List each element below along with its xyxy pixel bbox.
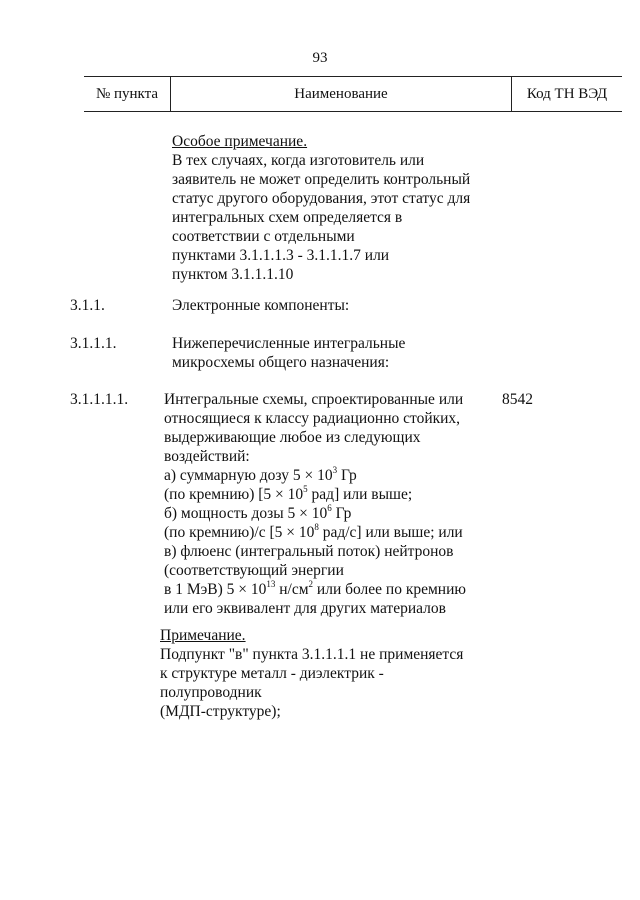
- special-note-line: интегральных схем определяется в: [172, 209, 403, 226]
- line-c: в) флюенс (интегральный поток) нейтронов: [164, 543, 454, 560]
- main-item-line: Интегральные схемы, спроектированные или: [164, 391, 464, 408]
- special-note-line: заявитель не может определить контрольный: [172, 171, 471, 188]
- note: [160, 626, 463, 721]
- note-title: Примечание.: [160, 627, 246, 644]
- note-line: к структуре металл - диэлектрик -: [160, 665, 384, 682]
- line-b-sup: 6: [327, 502, 332, 513]
- line-a2-sup: 5: [303, 483, 308, 494]
- main-item-text: [164, 390, 466, 618]
- note-line: Подпункт "в" пункта 3.1.1.1.1 не применяется: [160, 646, 464, 663]
- line-b2-sup: 8: [314, 521, 319, 532]
- special-note-line: пунктами 3.1.1.1.3 - 3.1.1.1.7 или: [172, 247, 390, 264]
- line-b2-post: рад/с] или выше; или: [318, 524, 463, 541]
- item-text: микросхемы общего назначения:: [172, 354, 390, 371]
- header-col-code: Код ТН ВЭД: [526, 85, 608, 102]
- special-note-title: Особое примечание.: [172, 133, 308, 150]
- item-number: 3.1.1.: [70, 297, 105, 314]
- line-b: [164, 504, 466, 523]
- line-a-pre: а) суммарную дозу 5 × 10: [164, 467, 333, 484]
- special-note-line: пунктом 3.1.1.1.10: [172, 266, 294, 283]
- note-line: (МДП-структуре);: [160, 703, 281, 720]
- page-number: 93: [312, 50, 328, 66]
- item-text: Электронные компоненты:: [172, 297, 350, 314]
- header-col-name: Наименование: [171, 77, 512, 111]
- line-c3: [164, 580, 466, 599]
- special-note: [172, 132, 470, 284]
- special-note-line: статус другого оборудования, этот статус для: [172, 190, 471, 207]
- item-number: 3.1.1.1.: [70, 335, 117, 352]
- line-b2-pre: (по кремнию)/с [5 × 10: [164, 524, 315, 541]
- line-c3-pre: в 1 МэВ) 5 × 10: [164, 581, 267, 598]
- line-a-sup: 3: [332, 464, 338, 475]
- line-b-post: Гр: [331, 505, 352, 522]
- main-item-code: 8542: [502, 391, 533, 408]
- line-c3-mid: н/см: [275, 581, 309, 598]
- special-note-line: В тех случаях, когда изготовитель или: [172, 152, 425, 169]
- line-c3-sup1: 13: [266, 578, 276, 589]
- line-a2-pre: (по кремнию) [5 × 10: [164, 486, 304, 503]
- item-text: Нижеперечисленные интегральные: [172, 335, 406, 352]
- main-item-line: воздействий:: [164, 448, 250, 465]
- header-col-number: № пункта: [84, 77, 171, 111]
- line-c4: или его эквивалент для других материалов: [164, 600, 446, 617]
- line-c3-sup2: 2: [308, 578, 314, 589]
- main-item-number: 3.1.1.1.1.: [70, 391, 129, 408]
- line-a2-post: рад] или выше;: [307, 486, 413, 503]
- line-b2: [164, 523, 466, 542]
- special-note-line: соответствии с отдельными: [172, 228, 355, 245]
- line-a2: [164, 485, 466, 504]
- main-item-line: относящиеся к классу радиационно стойких,: [164, 410, 461, 427]
- main-item-line: выдерживающие любое из следующих: [164, 429, 421, 446]
- table-header: [84, 76, 622, 112]
- line-b-pre: б) мощность дозы 5 × 10: [164, 505, 328, 522]
- line-a-post: Гр: [337, 467, 357, 484]
- line-c3-post: или более по кремнию: [313, 581, 466, 598]
- note-line: полупроводник: [160, 684, 262, 701]
- line-a: [164, 466, 466, 485]
- item-text-block: [172, 334, 405, 372]
- line-c2: (соответствующий энергии: [164, 562, 344, 579]
